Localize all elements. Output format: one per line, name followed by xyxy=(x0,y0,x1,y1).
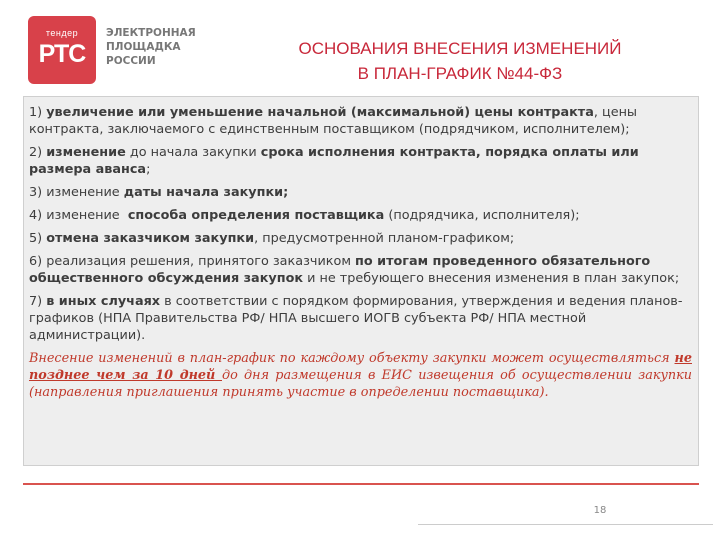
item-number: 1) xyxy=(29,105,43,120)
item-number: 7) xyxy=(29,294,43,309)
item-bold-text: изменение xyxy=(46,145,126,160)
item-text: изменение xyxy=(46,185,124,200)
list-item xyxy=(29,253,692,287)
slide-title-line1: ОСНОВАНИЯ ВНЕСЕНИЯ ИЗМЕНЕНИЙ xyxy=(298,39,622,58)
item-number: 3) xyxy=(29,185,43,200)
list-item xyxy=(29,144,692,178)
rts-logo xyxy=(28,16,96,84)
item-number: 4) xyxy=(29,208,43,223)
logo-caption-line: РОССИИ xyxy=(106,55,156,67)
item-number: 2) xyxy=(29,145,43,160)
note-text: до дня размещения в ЕИС извещения об осуществлении закупки (направления приглашения принять участие в определении поставщика). xyxy=(29,368,693,400)
footer-divider xyxy=(418,524,713,525)
note-deadline: не позднее чем за 10 дней xyxy=(29,351,692,383)
logo-caption-line: ПЛОЩАДКА xyxy=(106,41,181,53)
item-bold-text: в иных случаях xyxy=(46,294,161,309)
item-number: 6) xyxy=(29,254,43,269)
divider-line xyxy=(23,483,699,485)
item-text: изменение xyxy=(46,208,128,223)
logo-caption xyxy=(106,26,216,68)
item-bold-text: увеличение или уменьшение начальной (максимальной) цены контракта xyxy=(46,105,594,120)
item-bold-text: срока исполнения контракта, порядка оплаты или размера аванса xyxy=(29,145,639,177)
item-text: до начала закупки xyxy=(125,145,261,160)
item-text: реализация решения, принятого заказчиком xyxy=(46,254,356,269)
item-text: ; xyxy=(146,162,151,177)
item-bold-text: способа определения поставщика xyxy=(127,208,385,223)
deadline-note xyxy=(29,350,692,401)
item-number: 5) xyxy=(29,231,43,246)
slide-title-line2: В ПЛАН-ГРАФИК №44-ФЗ xyxy=(357,64,563,83)
item-bold-text: по итогам проведенного обязательного общественного обсуждения закупок xyxy=(29,254,651,286)
logo-caption-line: ЭЛЕКТРОННАЯ xyxy=(106,27,196,39)
list-item xyxy=(29,207,692,224)
note-text: Внесение изменений в план-график по каждому объекту закупки может осуществляться xyxy=(29,351,675,366)
item-text: (подрядчика, исполнителя); xyxy=(384,208,580,223)
content-panel xyxy=(23,96,699,466)
slide-title xyxy=(255,36,665,86)
logo-main-text: РТС xyxy=(38,40,86,68)
item-text: , цены контракта, заключаемого с единственным поставщиком (подрядчиком, исполнителем); xyxy=(29,105,638,137)
list-item xyxy=(29,184,692,201)
logo-small-text: тендер xyxy=(45,28,79,38)
list-item xyxy=(29,293,692,344)
item-text: и не требующего внесения изменения в план закупок; xyxy=(303,271,680,286)
item-text: в соответствии с порядком формирования, утверждения и ведения планов-графиков (НПА Правительства РФ/ НПА высшего ИОГВ субъекта РФ/ НПА местной администрации). xyxy=(29,294,683,343)
item-bold-text: отмена заказчиком закупки xyxy=(46,231,255,246)
page-number: 18 xyxy=(593,505,607,516)
item-text: , предусмотренной планом-графиком; xyxy=(254,231,515,246)
list-item xyxy=(29,104,692,138)
list-item xyxy=(29,230,692,247)
item-bold-text: даты начала закупки; xyxy=(123,185,289,200)
